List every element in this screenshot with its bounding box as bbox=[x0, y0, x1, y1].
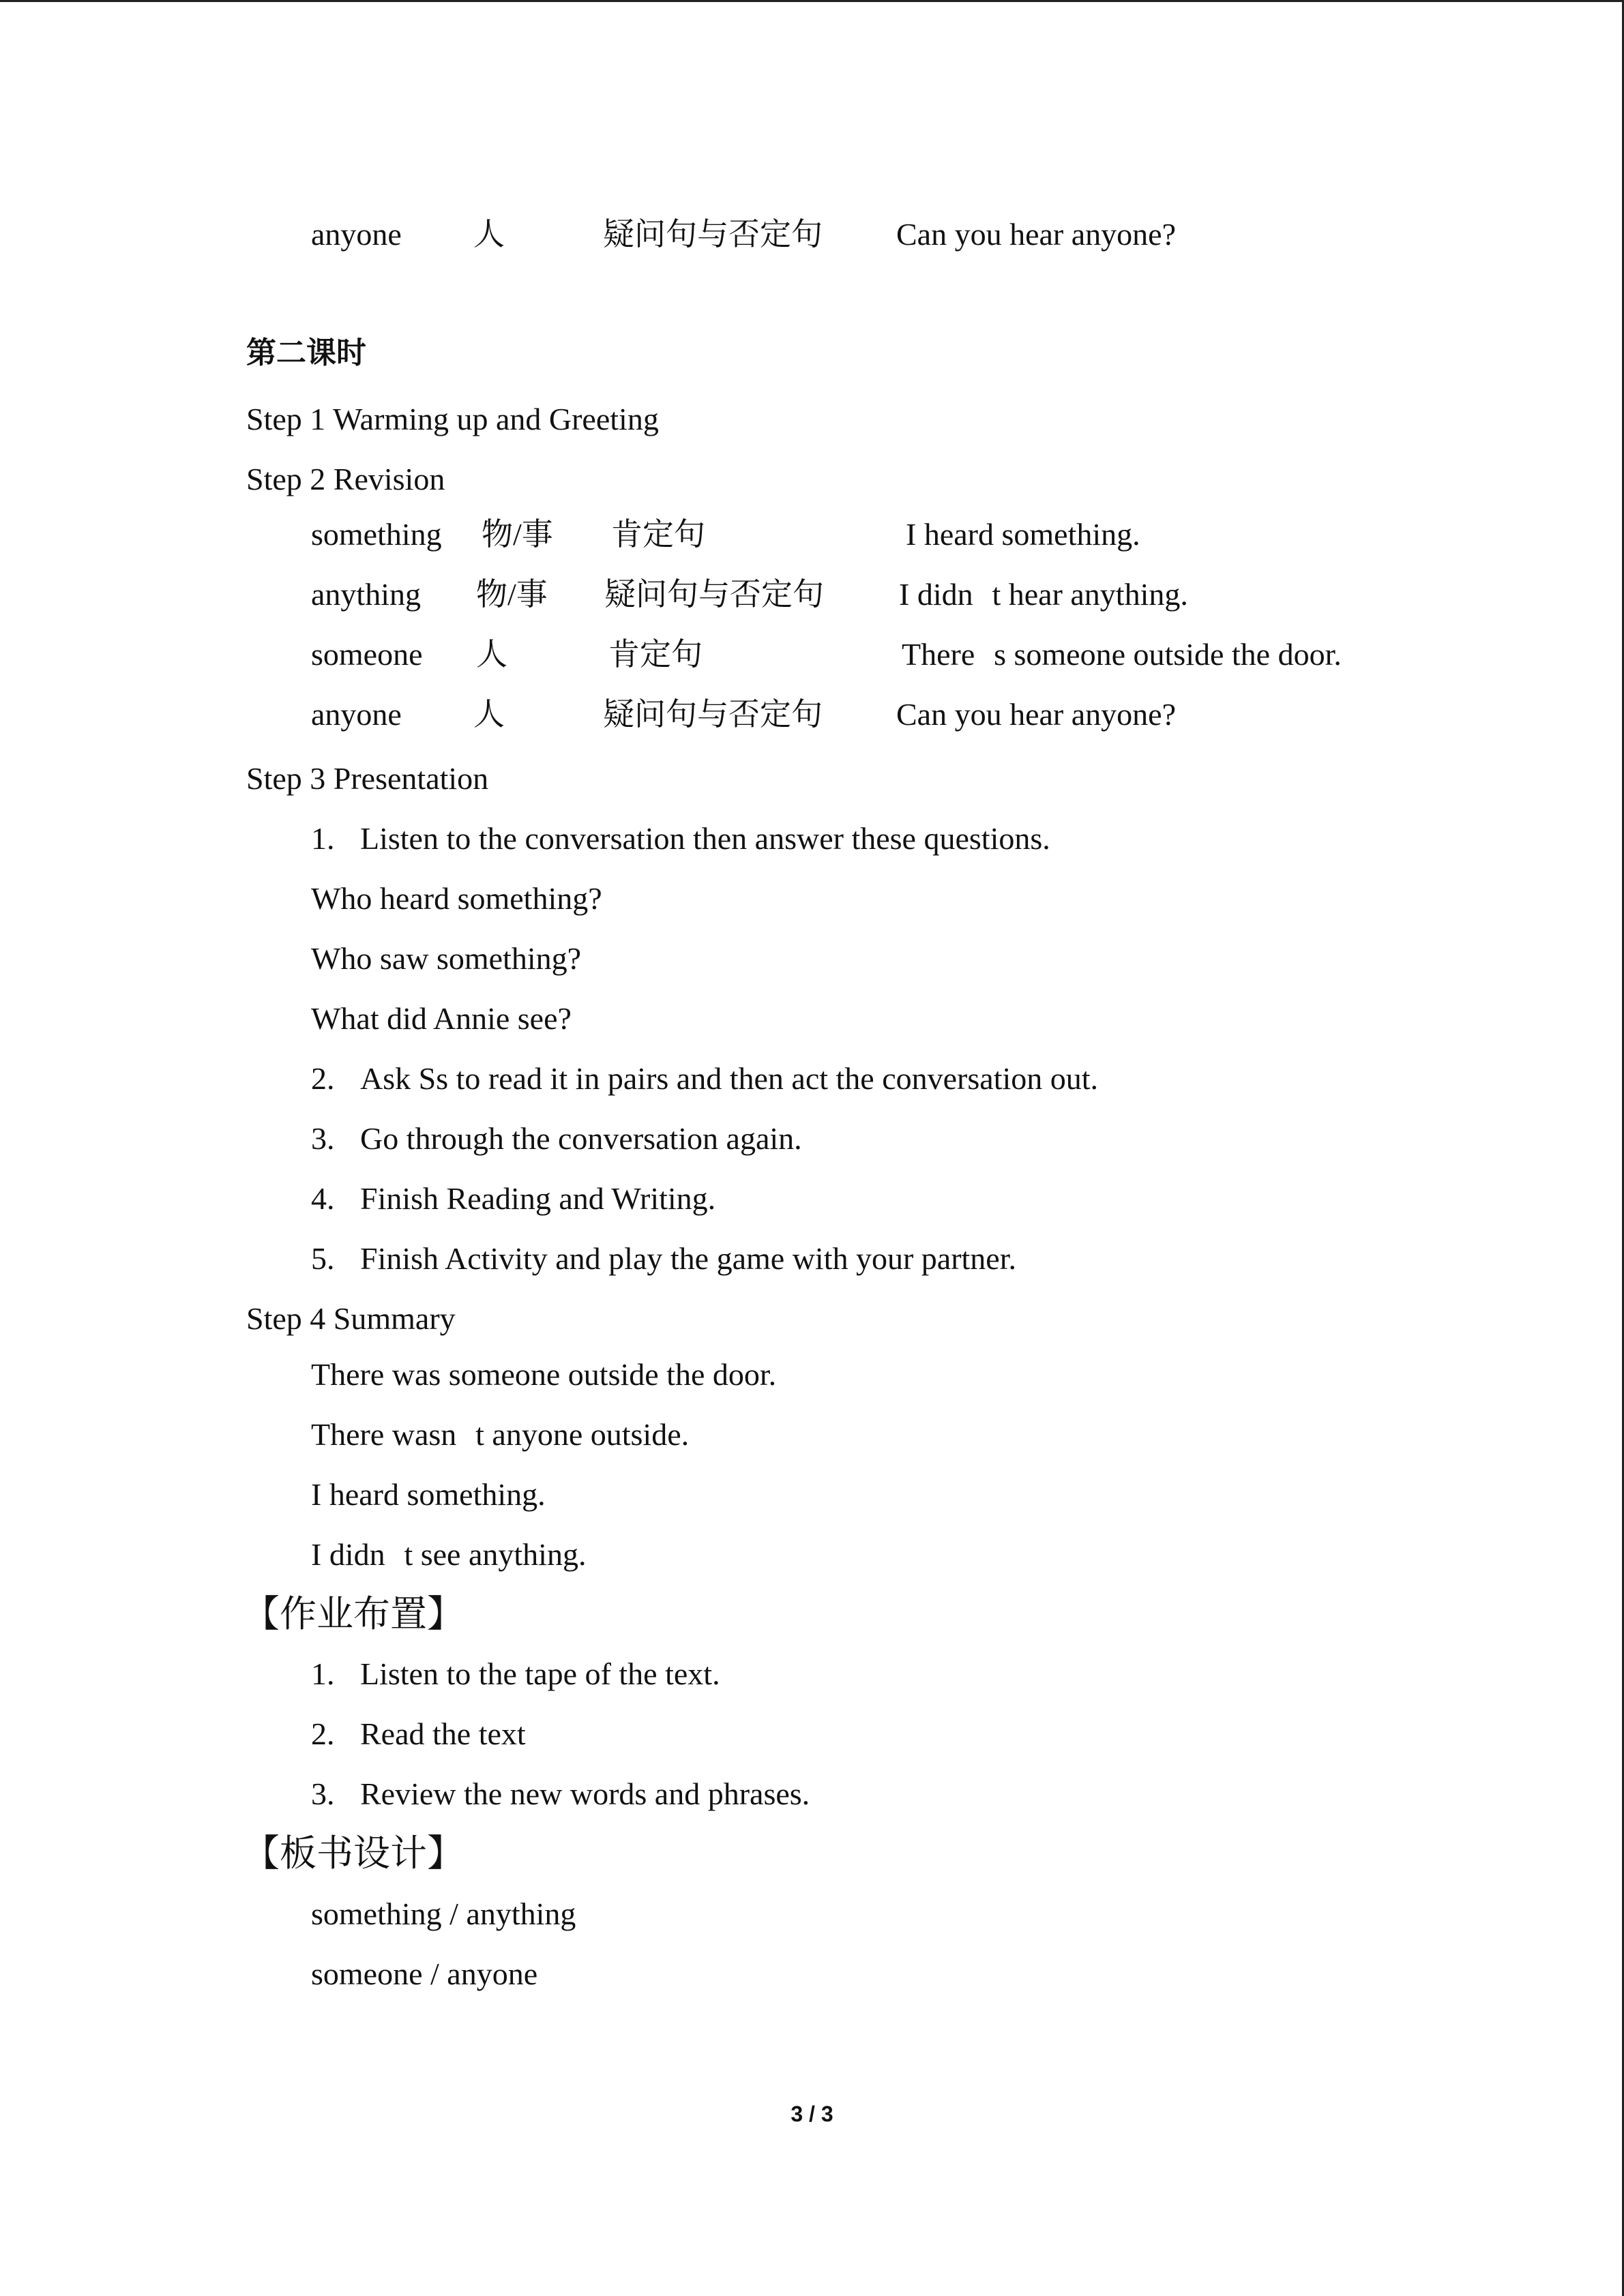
row-type: 人 bbox=[473, 217, 505, 252]
board-line: something / anything bbox=[311, 1896, 576, 1931]
question-line: Who heard something? bbox=[311, 881, 602, 916]
lesson-title: 第二课时 bbox=[246, 336, 366, 370]
row-word: something bbox=[311, 517, 442, 552]
step-1-heading: Step 1 Warming up and Greeting bbox=[246, 402, 659, 436]
summary-line: I didnt see anything. bbox=[311, 1537, 587, 1572]
item-number: 1. bbox=[311, 821, 335, 856]
presentation-item bbox=[311, 1238, 1016, 1279]
item-number: 3. bbox=[311, 1121, 335, 1156]
row-word: anything bbox=[311, 577, 421, 612]
row-type: 物/事 bbox=[476, 577, 548, 612]
item-number: 2. bbox=[311, 1061, 335, 1096]
item-number: 1. bbox=[311, 1656, 335, 1691]
item-text: Finish Activity and play the game with your partner. bbox=[360, 1241, 1017, 1276]
homework-item bbox=[311, 1714, 526, 1755]
item-number: 3. bbox=[311, 1776, 335, 1811]
row-usage: 肯定句 bbox=[608, 637, 703, 672]
row-example: Theres someone outside the door. bbox=[902, 637, 1342, 672]
step-2-heading: Step 2 Revision bbox=[246, 462, 445, 496]
item-text: Finish Reading and Writing. bbox=[360, 1181, 716, 1216]
item-text: Ask Ss to read it in pairs and then act the conversation out. bbox=[360, 1061, 1099, 1096]
row-example: I heard something. bbox=[906, 517, 1140, 552]
item-text: Review the new words and phrases. bbox=[360, 1776, 810, 1811]
row-usage: 疑问句与否定句 bbox=[603, 697, 823, 732]
step-4-heading: Step 4 Summary bbox=[246, 1301, 456, 1336]
row-example: Can you hear anyone? bbox=[896, 217, 1177, 252]
homework-item bbox=[311, 1774, 810, 1815]
item-text: Read the text bbox=[360, 1716, 526, 1751]
item-text: Go through the conversation again. bbox=[360, 1121, 802, 1156]
row-type: 人 bbox=[476, 637, 507, 672]
summary-line: There wasnt anyone outside. bbox=[311, 1417, 690, 1452]
row-usage: 疑问句与否定句 bbox=[603, 217, 823, 252]
row-type: 人 bbox=[473, 697, 505, 732]
step-3-heading: Step 3 Presentation bbox=[246, 761, 489, 796]
presentation-item bbox=[311, 1118, 802, 1159]
summary-line: There was someone outside the door. bbox=[311, 1357, 777, 1392]
presentation-item bbox=[311, 1058, 1098, 1099]
row-word: anyone bbox=[311, 217, 402, 252]
question-line: Who saw something? bbox=[311, 941, 582, 976]
item-number: 4. bbox=[311, 1181, 335, 1216]
page-number: 3 / 3 bbox=[791, 2102, 833, 2126]
row-usage: 疑问句与否定句 bbox=[604, 577, 824, 612]
board-design-heading: 【板书设计】 bbox=[243, 1832, 464, 1875]
item-number: 5. bbox=[311, 1241, 335, 1276]
homework-heading: 【作业布置】 bbox=[243, 1592, 464, 1635]
question-line: What did Annie see? bbox=[311, 1001, 572, 1036]
board-line: someone / anyone bbox=[311, 1956, 538, 1991]
item-text: Listen to the tape of the text. bbox=[360, 1656, 720, 1691]
summary-line: I heard something. bbox=[311, 1477, 546, 1512]
homework-item bbox=[311, 1654, 720, 1695]
row-word: someone bbox=[311, 637, 423, 672]
row-example: I didnt hear anything. bbox=[899, 577, 1188, 612]
row-usage: 肯定句 bbox=[611, 517, 705, 552]
row-word: anyone bbox=[311, 697, 402, 732]
item-number: 2. bbox=[311, 1716, 335, 1751]
item-text: Listen to the conversation then answer these questions. bbox=[360, 821, 1050, 856]
row-example: Can you hear anyone? bbox=[896, 697, 1177, 732]
row-type: 物/事 bbox=[482, 517, 553, 552]
presentation-item bbox=[311, 818, 1050, 859]
presentation-item bbox=[311, 1178, 715, 1219]
